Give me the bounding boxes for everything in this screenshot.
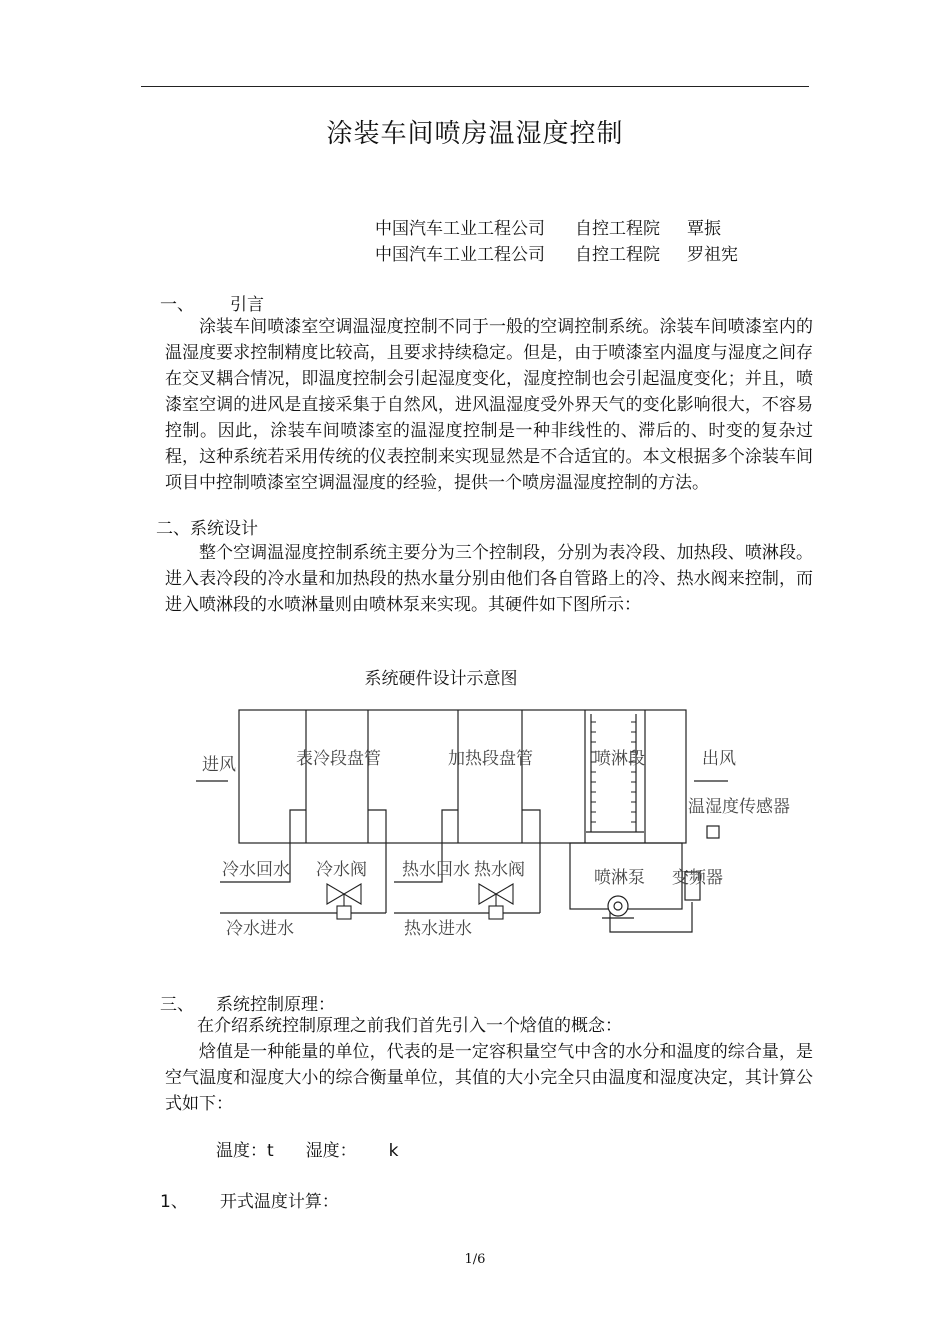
section-1-heading xyxy=(160,290,264,315)
section-number: 一、 xyxy=(160,295,194,315)
paragraph: 涂装车间喷漆室空调温湿度控制不同于一般的空调控制系统。涂装车间喷漆室内的温湿度要求控制精度比较高，且要求持续稳定。但是，由于喷漆室内温度与湿度之间存在交叉耦合情况，即温度控制会引起湿度变化，湿度控制也会引起温度变化；并且，喷漆室空调的进风是直接采集于自然风，进风温湿度受外界天气的变化影响很大，不容易控制。因此，涂装车间喷漆室的温湿度控制是一种非线性的、滞后的、时变的复杂过程，这种系统若采用传统的仪表控制来实现显然是不合适宜的。本文根据多个涂装车间项目中控制喷漆室空调温湿度的经验，提供一个喷房温湿度控制的方法。 xyxy=(165,317,813,493)
label-heating-coil: 加热段盘管 xyxy=(448,749,533,769)
sensor-box xyxy=(707,826,719,838)
author-name: 覃振 xyxy=(687,219,721,239)
page-number: 1/6 xyxy=(464,1252,486,1267)
label-spray-section: 喷淋段 xyxy=(594,749,645,769)
temperature-label: 温度：t xyxy=(216,1141,274,1161)
paragraph: 整个空调温湿度控制系统主要分为三个控制段，分别为表冷段、加热段、喷淋段。进入表冷段的冷水量和加热段的热水量分别由他们各自管路上的冷、热水阀来控制，而进入喷淋段的水喷淋量则由喷林泵来实现。其硬件如下图所示： xyxy=(165,543,813,615)
author-name: 罗祖宪 xyxy=(687,245,738,265)
cold-valve-icon xyxy=(327,884,361,919)
section-title: 系统控制原理： xyxy=(216,995,335,1015)
section-title: 引言 xyxy=(230,295,264,315)
label-vfd: 变频器 xyxy=(672,868,723,888)
section-2-heading xyxy=(156,514,258,539)
author-institute: 自控工程院 xyxy=(575,245,660,265)
label-sensor: 温湿度传感器 xyxy=(688,797,790,817)
label-cooling-coil: 表冷段盘管 xyxy=(296,749,381,769)
section-3-body xyxy=(165,1013,813,1117)
label-hot-return: 热水回水 xyxy=(402,860,470,880)
section-3-heading xyxy=(160,990,335,1015)
hot-valve-icon xyxy=(479,884,513,919)
section-1-body xyxy=(165,314,813,496)
label-hot-supply: 热水进水 xyxy=(404,919,472,939)
document-title: 涂装车间喷房温湿度控制 xyxy=(326,119,624,149)
paragraph: 在介绍系统控制原理之前我们首先引入一个焓值的概念： xyxy=(197,1016,622,1036)
subsection-title: 开式温度计算： xyxy=(219,1192,339,1212)
label-cold-supply: 冷水进水 xyxy=(226,919,294,939)
subsection-number: 1、 xyxy=(160,1192,188,1212)
paragraph: 焓值是一种能量的单位，代表的是一定容积量空气中含的水分和温度的综合量，是空气温度和湿度大小的综合衡量单位，其值的大小完全只由温度和湿度决定，其计算公式如下： xyxy=(165,1042,813,1114)
label-outlet: 出风 xyxy=(702,749,736,769)
subsection-1-heading xyxy=(160,1187,339,1212)
section-title: 系统设计 xyxy=(190,519,258,539)
label-inlet: 进风 xyxy=(202,755,236,775)
author-org: 中国汽车工业工程公司 xyxy=(375,245,545,265)
author-line-1 xyxy=(375,214,721,239)
author-institute: 自控工程院 xyxy=(575,219,660,239)
humidity-symbol: k xyxy=(388,1141,399,1161)
spray-pump-icon xyxy=(602,896,634,918)
hardware-diagram xyxy=(190,700,810,950)
section-2-body xyxy=(165,540,813,618)
author-line-2 xyxy=(375,240,738,265)
humidity-label: 湿度： xyxy=(305,1141,357,1161)
diagram-caption: 系统硬件设计示意图 xyxy=(364,669,518,689)
section-number: 二、 xyxy=(156,519,190,539)
formula-variables xyxy=(216,1136,399,1161)
header-rule xyxy=(141,86,809,87)
label-cold-valve: 冷水阀 xyxy=(316,860,367,880)
label-hot-valve: 热水阀 xyxy=(474,860,525,880)
author-org: 中国汽车工业工程公司 xyxy=(375,219,545,239)
label-spray-pump: 喷淋泵 xyxy=(594,868,645,888)
section-number: 三、 xyxy=(160,995,194,1015)
label-cold-return: 冷水回水 xyxy=(222,860,290,880)
